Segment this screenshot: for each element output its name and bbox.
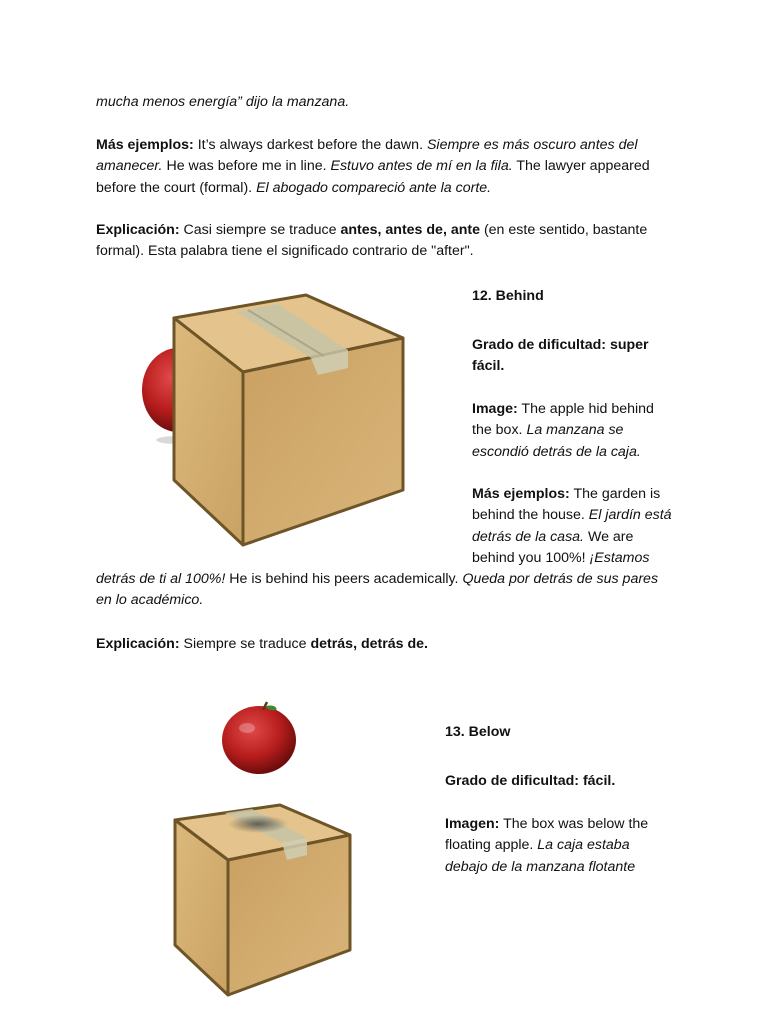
apple-behind-box-illustration (138, 290, 413, 552)
difficulty-12: Grado de dificultad: super fácil. (472, 337, 649, 375)
explanation-label: Explicación: (96, 222, 180, 238)
difficulty-13: Grado de dificultad: fácil. (445, 773, 616, 789)
section-12-heading: 12. Behind (472, 288, 544, 304)
section-13-heading: 13. Below (445, 724, 511, 740)
intro-line: mucha menos energía” dijo la manzana. (96, 94, 350, 110)
image-12-paragraph: Image: The apple hid behind the box. La manzana se escondió detrás de la caja. (472, 401, 654, 460)
cardboard-box-icon (175, 805, 350, 995)
explanation-12-paragraph: Explicación: Siempre se traduce detrás, detrás de. (96, 636, 428, 652)
apple-above-box-illustration (170, 700, 360, 1000)
explanation-before-paragraph: Explicación: Casi siempre se traduce antes, antes de, ante (en este sentido, bastante formal). Esta palabra tiene el significado contrario de "after". (96, 222, 648, 260)
examples-12-paragraph: Más ejemplos: The garden is behind the house. El jardín está detrás de la casa. We are behind you 100%! ¡Estamos (472, 486, 672, 567)
examples-before-paragraph: Más ejemplos: It’s always darkest before the dawn. Siempre es más oscuro antes del amanecer. He was before me in line. Estuvo antes de mí en la fila. The lawyer appeared before the court (formal). El abogado compareció ante la corte. (96, 137, 650, 196)
examples-label: Más ejemplos: (96, 137, 194, 153)
image-13-paragraph: Imagen: The box was below the floating apple. La caja estaba debajo de la manzana flotante (445, 816, 649, 875)
examples-12-continuation: detrás de ti al 100%! He is behind his peers academically. Queda por detrás de sus pares en lo académico. (96, 571, 659, 609)
red-apple-icon (218, 700, 296, 774)
